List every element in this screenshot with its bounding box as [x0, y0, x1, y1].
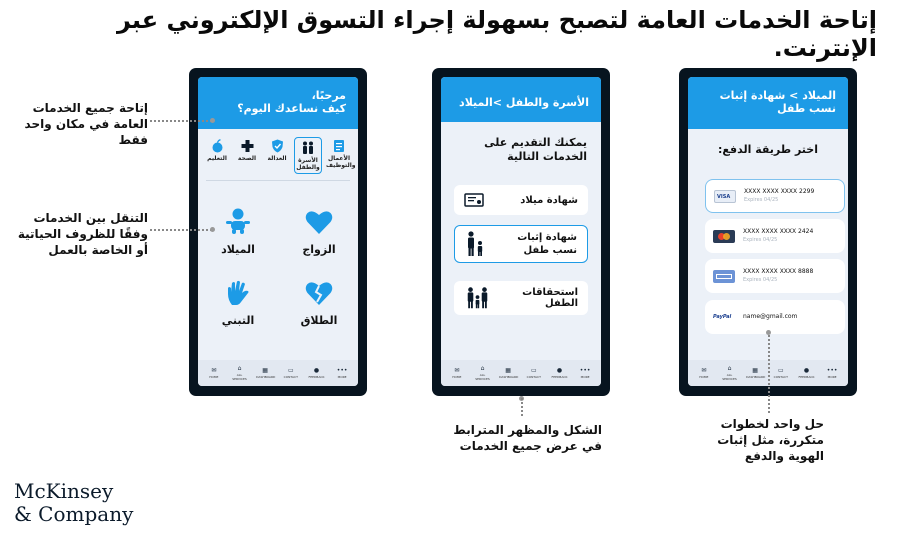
callout-shared-steps: حل واحد لخطوات متكررة، مثل إثبات الهوية والدفع [717, 417, 824, 463]
payment-amex[interactable] [705, 259, 845, 293]
chat-icon: ▭ [777, 367, 784, 374]
nav-label: HOME [699, 375, 709, 379]
amex-card-icon [713, 270, 735, 283]
nav-label: ALL SERVICES [475, 373, 490, 381]
home-icon: ⌂ [237, 365, 242, 372]
nav-label: HOME [209, 375, 219, 379]
callout-connector [521, 398, 523, 416]
parent-child-icon [465, 231, 485, 257]
card-expiry: Expires 04/25 [743, 277, 778, 283]
nav-label: CONTACT [526, 375, 541, 379]
service-label: شهادة إثبات نسب طفل [517, 232, 577, 256]
payment-prompt: اختر طريقة الدفع: [718, 143, 818, 156]
service-birth-certificate[interactable] [454, 185, 588, 215]
category-label: الصحة [237, 155, 257, 162]
more-icon: ••• [579, 367, 591, 374]
nav-label: FEEDBACK [308, 375, 325, 379]
mail-icon: ✉ [701, 367, 707, 374]
briefcase-icon [333, 139, 345, 153]
paypal-icon: PayPal [713, 311, 735, 324]
bottom-nav [198, 360, 358, 386]
feedback-icon: ● [803, 367, 810, 374]
hand-icon [224, 280, 252, 306]
mastercard-icon [713, 230, 735, 243]
nav-label: MORE [337, 375, 347, 379]
welcome-greeting: مرحبًا، [311, 89, 346, 102]
page-title: إتاحة الخدمات العامة لتصبح بسهولة إجراء التسوق الإلكتروني عبر الإنترنت. [116, 6, 877, 62]
callout-connector [768, 335, 770, 413]
category-label: العدالة [267, 155, 287, 162]
nav-label: CONTACT [283, 375, 298, 379]
nav-label: CONTACT [773, 375, 788, 379]
nav-label: FEEDBACK [798, 375, 815, 379]
nav-label: DASHBOARD [499, 375, 519, 379]
logo-line2: & Company [14, 502, 134, 526]
grid-icon: ▦ [262, 367, 268, 374]
family-icon [300, 141, 316, 155]
tile-label: الطلاق [300, 314, 338, 327]
divider [206, 180, 350, 181]
callout-navigation: التنقل بين الخدمات وفقًا للظروف الحياتية أو الخاصة بالعمل [17, 211, 148, 257]
callout-dot [210, 227, 215, 232]
card-number: XXXX XXXX XXXX 2299 [744, 188, 815, 195]
nav-label: ALL SERVICES [232, 373, 247, 381]
breadcrumb-header: الأسرة والطفل >الميلاد [441, 77, 601, 122]
family-group-icon [464, 286, 492, 310]
bottom-nav [441, 360, 601, 386]
feedback-icon: ● [556, 367, 563, 374]
card-expiry: Expires 04/25 [743, 237, 778, 243]
shield-icon [271, 139, 284, 153]
category-family[interactable] [294, 137, 322, 174]
phone-screen [198, 77, 358, 386]
mail-icon: ✉ [211, 367, 217, 374]
heart-icon [305, 209, 333, 235]
tile-label: الزواج [302, 243, 336, 256]
service-label: شهادة ميلاد [520, 194, 578, 206]
nav-contact[interactable] [282, 367, 300, 379]
welcome-question: كيف نساعدك اليوم؟ [237, 102, 346, 115]
tile-label: التبني [221, 314, 255, 327]
callout-connector [150, 120, 212, 122]
nav-dashboard[interactable] [499, 367, 517, 379]
nav-label: FEEDBACK [551, 375, 568, 379]
callout-connector [150, 229, 212, 231]
phone-screen [441, 77, 601, 386]
nav-label: DASHBOARD [746, 375, 766, 379]
phone-service-list [432, 68, 610, 396]
nav-dashboard[interactable] [256, 367, 274, 379]
nav-more[interactable] [333, 367, 351, 379]
payment-visa[interactable] [705, 179, 845, 213]
service-paternity-certificate[interactable] [454, 225, 588, 263]
payment-mastercard[interactable] [705, 219, 845, 253]
nav-label: ALL SERVICES [722, 373, 737, 381]
certificate-icon [464, 192, 484, 208]
welcome-header [198, 77, 358, 129]
grid-icon: ▦ [505, 367, 511, 374]
nav-feedback[interactable] [307, 367, 325, 379]
nav-label: HOME [452, 375, 462, 379]
category-justice[interactable] [264, 137, 290, 174]
more-icon: ••• [826, 367, 838, 374]
grid-icon: ▦ [752, 367, 758, 374]
home-icon: ⌂ [480, 365, 485, 372]
category-health[interactable] [234, 137, 260, 174]
chat-icon: ▭ [287, 367, 294, 374]
nav-feedback[interactable] [550, 367, 568, 379]
category-label: الأعمال والتوظيف [326, 155, 356, 169]
nav-contact[interactable] [772, 367, 790, 379]
card-number: XXXX XXXX XXXX 8888 [743, 268, 814, 275]
category-label: الأسرة والطفل [296, 157, 320, 171]
callout-dot [210, 118, 215, 123]
nav-all-services[interactable] [473, 365, 491, 381]
nav-more[interactable] [576, 367, 594, 379]
nav-home[interactable] [448, 367, 466, 379]
feedback-icon: ● [313, 367, 320, 374]
tile-marriage[interactable] [284, 209, 354, 256]
tile-divorce[interactable] [284, 280, 354, 327]
nav-more[interactable] [823, 367, 841, 379]
service-label: استحقاقات الطفل [522, 287, 578, 309]
payment-paypal[interactable] [705, 300, 845, 334]
nav-all-services[interactable] [720, 365, 738, 381]
nav-feedback[interactable] [797, 367, 815, 379]
medical-cross-icon [241, 139, 254, 153]
service-child-benefits[interactable] [454, 281, 588, 315]
category-label: التعليم [207, 155, 227, 162]
callout-consistent-look: الشكل والمظهر المترابط في عرض جميع الخدمات [453, 423, 602, 453]
broken-heart-icon [305, 280, 333, 306]
category-business[interactable] [326, 137, 356, 174]
nav-contact[interactable] [525, 367, 543, 379]
tile-label: الميلاد [221, 243, 255, 256]
breadcrumb-header: الميلاد > شهادة إثبات نسب طفل [688, 77, 848, 129]
nav-all-services[interactable] [230, 365, 248, 381]
card-expiry: Expires 04/25 [744, 197, 779, 203]
paypal-email: name@gmail.com [743, 313, 798, 320]
category-bar [198, 129, 358, 174]
mail-icon: ✉ [454, 367, 460, 374]
mckinsey-logo [14, 480, 133, 526]
home-icon: ⌂ [727, 365, 732, 372]
category-education[interactable] [204, 137, 230, 174]
phone-home-screen [189, 68, 367, 396]
nav-label: MORE [580, 375, 590, 379]
services-intro: يمكنك التقديم على الخدمات التالية [484, 136, 587, 163]
chat-icon: ▭ [530, 367, 537, 374]
nav-home[interactable] [695, 367, 713, 379]
callout-one-place: إتاحة جميع الخدمات العامة في مكان واحد فقط [24, 101, 148, 147]
nav-label: MORE [827, 375, 837, 379]
more-icon: ••• [336, 367, 348, 374]
tile-adoption[interactable] [203, 280, 273, 327]
visa-card-icon: VISA [714, 190, 736, 203]
nav-label: DASHBOARD [256, 375, 276, 379]
nav-dashboard[interactable] [746, 367, 764, 379]
apple-icon [211, 139, 224, 153]
baby-icon [224, 207, 252, 235]
logo-line1: McKinsey [14, 479, 114, 503]
nav-home[interactable] [205, 367, 223, 379]
card-number: XXXX XXXX XXXX 2424 [743, 228, 814, 235]
